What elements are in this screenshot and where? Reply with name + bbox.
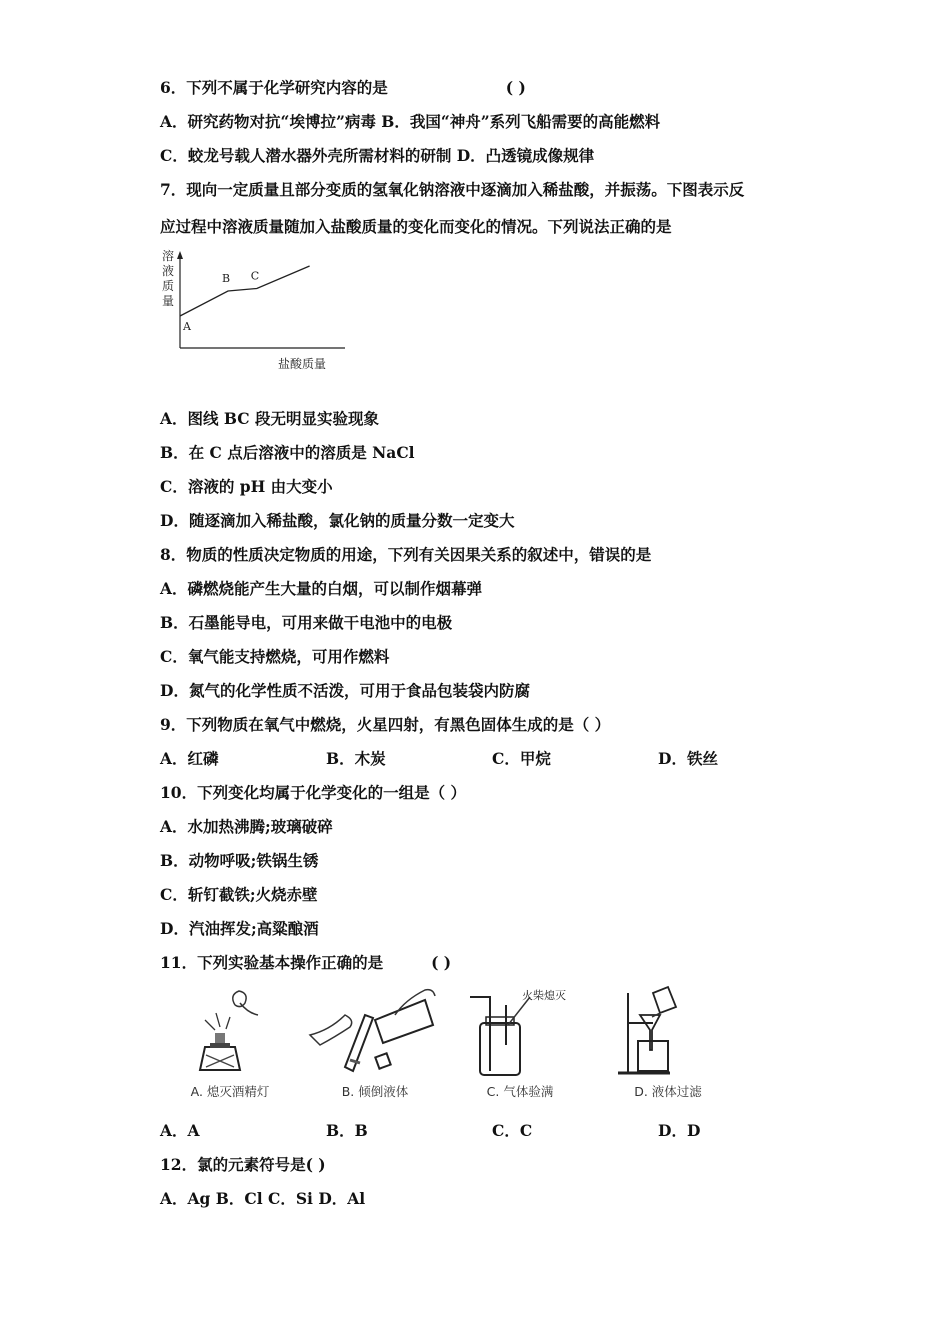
q6-options-line1: A．研究药物对抗“埃博拉”病毒 B．我国“神舟”系列飞船需要的高能燃料	[160, 112, 661, 131]
figure-a-caption: A. 熄灭酒精灯	[190, 1084, 270, 1099]
match-note: 火柴熄灭	[522, 989, 566, 1002]
q9-option-b: B．木炭	[326, 749, 386, 768]
q6-options-line2: C．蛟龙号载人潜水器外壳所需材料的研制 D．凸透镜成像规律	[160, 146, 595, 165]
figure-c-caption: C. 气体验满	[486, 1084, 554, 1099]
q8-option-b: B．石墨能导电，可用来做干电池中的电极	[160, 613, 453, 632]
q7-chart	[155, 248, 355, 376]
q8-option-d: D．氮气的化学性质不活泼，可用于食品包装袋内防腐	[160, 681, 530, 700]
q10-stem: 10．下列变化均属于化学变化的一组是（ ）	[160, 783, 466, 802]
q10-option-b: B．动物呼吸;铁锅生锈	[160, 851, 319, 870]
q12-stem: 12．氯的元素符号是( )	[160, 1155, 326, 1174]
q7-option-a: A．图线 BC 段无明显实验现象	[160, 409, 380, 428]
series-line	[180, 266, 310, 316]
gas-check-illustration	[450, 985, 590, 1080]
q7-stem-line1: 7．现向一定质量且部分变质的氢氧化钠溶液中逐滴加入稀盐酸，并振荡。下图表示反	[160, 180, 745, 199]
y-axis-label-2: 液	[162, 264, 175, 278]
q12-options: A．Ag B．Cl C．Si D．Al	[160, 1189, 366, 1208]
q9-option-d: D．铁丝	[658, 749, 718, 768]
q9-stem: 9．下列物质在氧气中燃烧，火星四射，有黑色固体生成的是（ ）	[160, 715, 611, 734]
figure-d	[598, 985, 738, 1100]
y-axis-label-1: 溶	[162, 249, 175, 263]
q10-option-a: A．水加热沸腾;玻璃破碎	[160, 817, 333, 836]
figure-c	[450, 985, 590, 1100]
q8-option-a: A．磷燃烧能产生大量的白烟，可以制作烟幕弹	[160, 579, 483, 598]
q7-stem-line2: 应过程中溶液质量随加入盐酸质量的变化而变化的情况。下列说法正确的是	[160, 217, 672, 236]
filtration-illustration	[598, 985, 738, 1080]
q11-option-a: A．A	[160, 1121, 200, 1140]
x-axis-label: 盐酸质量	[278, 357, 327, 371]
pouring-liquid-illustration	[305, 985, 445, 1080]
point-label-c: C	[250, 269, 260, 283]
q8-stem: 8．物质的性质决定物质的用途，下列有关因果关系的叙述中，错误的是	[160, 545, 652, 564]
figure-b-caption: B. 倾倒液体	[341, 1084, 409, 1099]
q9-option-c: C．甲烷	[492, 749, 551, 768]
q7-option-d: D．随逐滴加入稀盐酸，氯化钠的质量分数一定变大	[160, 511, 515, 530]
figure-a	[160, 985, 300, 1100]
figure-d-caption: D. 液体过滤	[634, 1084, 702, 1099]
point-label-a: A	[183, 320, 191, 333]
y-axis-arrow	[177, 251, 183, 259]
q6-stem: 6．下列不属于化学研究内容的是 ( )	[160, 78, 526, 97]
q11-figures	[160, 985, 760, 1105]
q11-option-d: D．D	[658, 1121, 701, 1140]
q7-option-c: C．溶液的 pH 由大变小	[160, 477, 333, 496]
q10-option-d: D．汽油挥发;高粱酿酒	[160, 919, 319, 938]
figure-b	[305, 985, 445, 1100]
point-label-b: B	[222, 272, 231, 285]
q9-option-a: A．红磷	[160, 749, 219, 768]
q10-option-c: C．斩钉截铁;火烧赤壁	[160, 885, 318, 904]
y-axis-label-4: 量	[162, 294, 175, 308]
y-axis-label-3: 质	[162, 279, 175, 293]
q11-stem: 11．下列实验基本操作正确的是 ( )	[160, 953, 452, 972]
q11-option-b: B．B	[326, 1121, 368, 1140]
q11-option-c: C．C	[492, 1121, 533, 1140]
alcohol-lamp-illustration	[160, 985, 300, 1080]
q8-option-c: C．氧气能支持燃烧，可用作燃料	[160, 647, 390, 666]
q7-option-b: B．在 C 点后溶液中的溶质是 NaCl	[160, 443, 415, 462]
